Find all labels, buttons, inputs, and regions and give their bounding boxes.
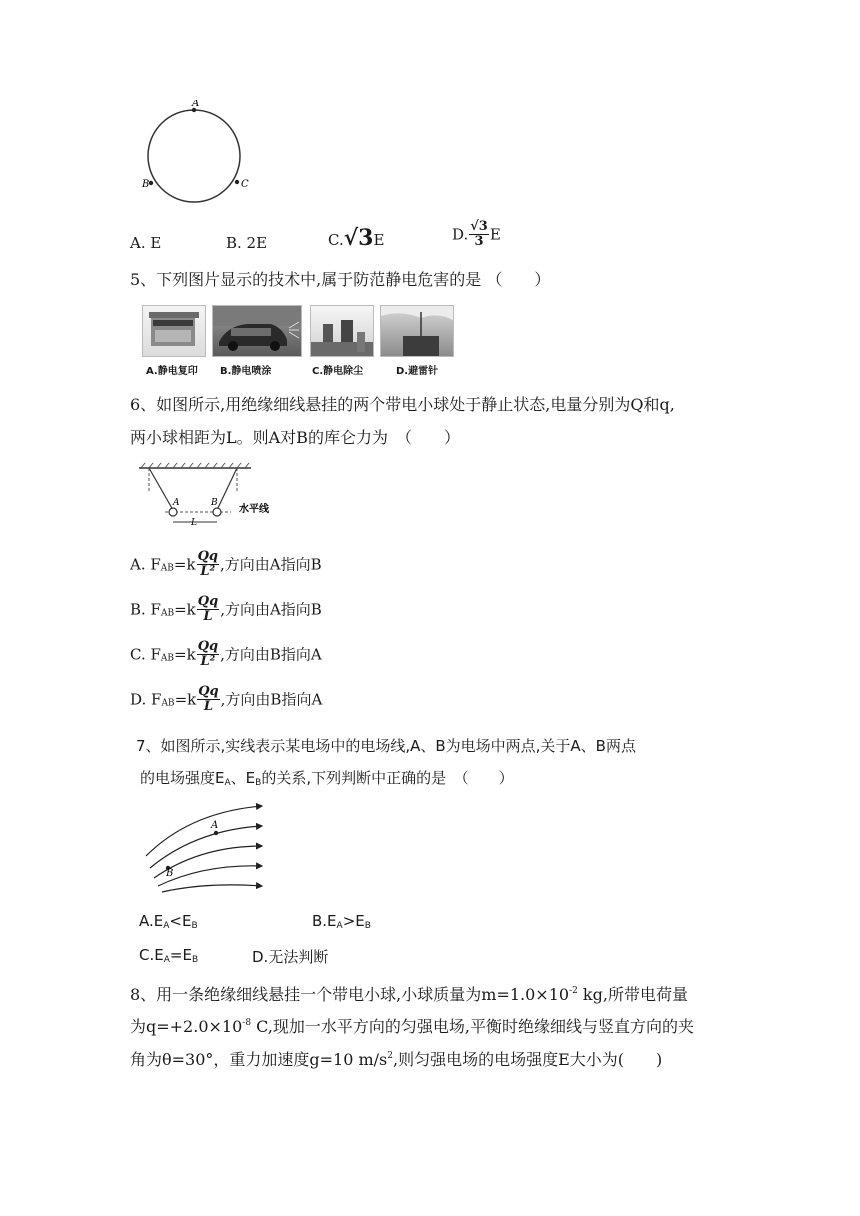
q8-line2-a: 为q=+2.0×10	[130, 1017, 243, 1036]
label-c: C	[241, 179, 249, 190]
option-direction: ,方向由B指向A	[220, 690, 323, 709]
caption-dust-removal: C.静电除尘	[312, 366, 364, 377]
q8-stem-line2	[130, 1013, 694, 1037]
q6-option-d[interactable]	[130, 685, 322, 714]
option-prefix: C. F	[130, 645, 161, 664]
q6-option-c[interactable]	[130, 640, 322, 669]
q4-option-d-suffix: E	[489, 225, 501, 244]
fraction-numerator: Qq	[197, 549, 218, 564]
option-subscript: AB	[160, 563, 174, 574]
q8-line3-a: 角为θ=30°，重力加速度g=10 m/s	[130, 1050, 388, 1069]
option-direction: ,方向由A指向B	[220, 555, 322, 574]
caption-lightning-rod: D.避雷针	[396, 366, 439, 377]
option-sub-2: B	[191, 955, 199, 965]
option-subscript: AB	[161, 698, 175, 709]
caption-car-spray: B.静电喷涂	[220, 366, 272, 377]
q4-option-c-root: √3	[343, 225, 374, 251]
label-l: L	[191, 518, 197, 528]
option-subscript: AB	[160, 608, 175, 619]
label-b: B	[211, 498, 218, 508]
fraction-denominator: 3	[474, 234, 484, 249]
circle-diagram	[130, 100, 260, 220]
q6-stem-line2: 两小球相距为L。则A对B的库仑力为 （ ）	[130, 428, 460, 447]
q4-option-b[interactable]: B. 2E	[226, 234, 268, 252]
q4-option-d-fraction	[469, 220, 489, 249]
photo-dust-removal	[310, 305, 374, 357]
fraction-numerator: √3	[470, 219, 488, 234]
option-eq: =k	[174, 600, 196, 619]
q4-option-c[interactable]	[328, 225, 385, 251]
q6-option-b[interactable]	[130, 595, 322, 624]
point-b	[149, 181, 153, 185]
q7-stem-line2	[140, 768, 514, 793]
q7-line2-mid: 、E	[230, 769, 256, 787]
q6-option-a[interactable]	[130, 550, 322, 579]
q7-option-b[interactable]	[312, 912, 371, 931]
field-lines-diagram	[140, 802, 270, 894]
q8-line2-b: C,现加一水平方向的匀强电场,平衡时绝缘细线与竖直方向的夹	[251, 1017, 694, 1036]
option-prefix: B. F	[130, 600, 161, 619]
option-fraction	[197, 595, 219, 624]
photo-lightning-rod	[380, 305, 454, 357]
option-eq: =k	[174, 645, 196, 664]
label-a: A	[192, 100, 200, 109]
option-sub-1: A	[163, 955, 170, 965]
label-horizontal-level: 水平线	[239, 504, 269, 515]
option-eq: =k	[173, 555, 196, 574]
option-direction: ,方向由A指向B	[220, 600, 322, 619]
fraction-denominator: L	[203, 609, 213, 624]
fraction-numerator: Qq	[197, 594, 219, 609]
option-pre: A.E	[139, 912, 164, 930]
option-subscript: AB	[160, 653, 175, 664]
option-pre: B.E	[312, 912, 337, 930]
ball-b	[213, 508, 221, 516]
caption-copier: A.静电复印	[146, 366, 198, 377]
q7-option-c[interactable]	[139, 946, 198, 965]
ball-a	[169, 508, 177, 516]
fraction-numerator: Qq	[197, 639, 219, 654]
option-op: <E	[169, 912, 192, 930]
option-sub-1: A	[336, 921, 343, 931]
option-op: >E	[342, 912, 365, 930]
fraction-numerator: Qq	[198, 684, 219, 699]
q8-line1-b: kg,所带电荷量	[577, 985, 688, 1004]
label-b: B	[166, 868, 174, 879]
option-fraction	[197, 640, 219, 669]
label-a: A	[173, 498, 180, 508]
option-eq: =k	[174, 690, 197, 709]
q4-option-a[interactable]: A. E	[130, 234, 162, 252]
option-op: =E	[169, 946, 192, 964]
option-sub-2: B	[191, 921, 198, 931]
option-sub-1: A	[163, 921, 170, 931]
option-prefix: A. F	[130, 555, 161, 574]
photo-copier	[142, 305, 206, 357]
q6-stem-line1: 6、如图所示,用绝缘细线悬挂的两个带电小球处于静止状态,电量分别为Q和q,	[130, 395, 675, 414]
q7-option-d[interactable]: D.无法判断	[252, 948, 329, 966]
q4-option-c-prefix: C.	[328, 231, 344, 249]
q8-line2-sup: -8	[242, 1018, 252, 1028]
option-pre: C.E	[139, 946, 164, 964]
option-fraction	[197, 685, 219, 714]
label-b: B	[142, 179, 150, 190]
q4-option-d-prefix: D.	[452, 225, 469, 244]
q7-stem-line1: 7、如图所示,实线表示某电场中的电场线,A、B为电场中两点,关于A、B两点	[136, 737, 636, 755]
option-direction: ,方向由B指向A	[220, 645, 322, 664]
pendulum-diagram	[135, 462, 285, 532]
fraction-denominator: L	[203, 699, 214, 714]
field-line-1	[146, 806, 262, 856]
option-sub-2: B	[364, 921, 371, 931]
q5-stem: 5、下列图片显示的技术中,属于防范静电危害的是 （ ）	[130, 270, 551, 289]
q4-option-d[interactable]	[452, 220, 501, 249]
point-c	[235, 180, 239, 184]
q8-stem-line1	[130, 981, 688, 1005]
q7-line2-sub-a: A	[224, 778, 231, 788]
field-line-4	[158, 866, 262, 886]
q7-option-a[interactable]	[139, 912, 198, 931]
q8-line3-b: ,则匀强电场的电场强度E大小为( )	[393, 1050, 663, 1069]
label-a: A	[211, 820, 219, 831]
fraction-denominator: L²	[200, 654, 216, 669]
q7-line2-pre: 的电场强度E	[140, 769, 225, 787]
option-fraction	[197, 550, 219, 579]
q8-line1-a: 8、用一条绝缘细线悬挂一个带电小球,小球质量为m=1.0×10	[130, 985, 570, 1004]
q8-line1-sup: -2	[569, 986, 578, 996]
point-a	[214, 831, 218, 835]
circle	[148, 110, 240, 202]
field-line-5	[162, 885, 262, 892]
q7-line2-sub-b: B	[255, 778, 262, 788]
q4-option-c-suffix: E	[373, 231, 385, 249]
fraction-denominator: L²	[200, 564, 216, 579]
string-a	[149, 468, 173, 510]
q8-line3-sup: 2	[387, 1051, 394, 1061]
photo-car-spray	[212, 305, 302, 357]
q8-stem-line3	[130, 1046, 662, 1070]
q7-line2-post: 的关系,下列判断中正确的是 （ ）	[261, 769, 514, 787]
option-prefix: D. F	[130, 690, 162, 709]
string-b	[217, 468, 237, 510]
